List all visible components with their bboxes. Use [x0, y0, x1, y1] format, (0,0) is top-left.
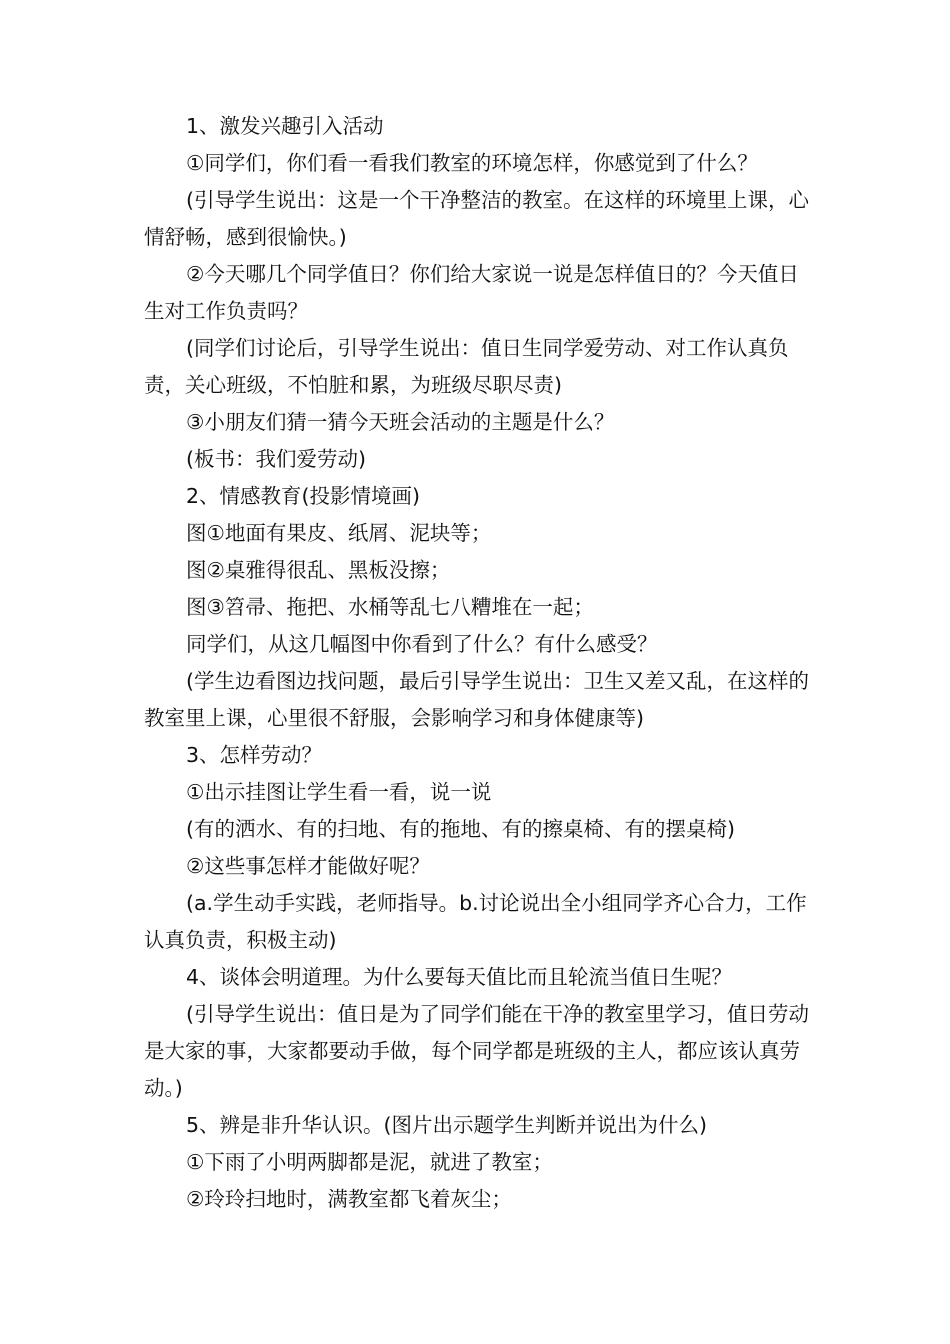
- paragraph-7: (板书：我们爱劳动): [186, 447, 366, 471]
- paragraph-16: (有的洒水、有的扫地、有的拖地、有的擦桌椅、有的摆桌椅): [186, 817, 735, 841]
- paragraph-21: 5、辨是非升华认识。(图片出示题学生判断并说出为什么): [186, 1113, 708, 1137]
- paragraph-13: (学生边看图边找问题，最后引导学生说出：卫生又差又乱，在这样的教室里上课，心里很不舒服，会影响学习和身体健康等): [144, 669, 809, 730]
- paragraph-15: ①出示挂图让学生看一看，说一说: [186, 780, 492, 804]
- paragraph-12: 同学们，从这几幅图中你看到了什么？有什么感受？: [186, 632, 658, 656]
- paragraph-3: (引导学生说出：这是一个干净整洁的教室。在这样的环境里上课，心情舒畅，感到很愉快。): [144, 188, 809, 249]
- paragraph-22: ①下雨了小明两脚都是泥，就进了教室；: [186, 1150, 553, 1174]
- paragraph-19: 4、谈体会明道理。为什么要每天值比而且轮流当值日生呢？: [186, 965, 733, 989]
- paragraph-14: 3、怎样劳动？: [186, 743, 323, 767]
- paragraph-23: ②玲玲扫地时，满教室都飞着灰尘；: [186, 1187, 512, 1211]
- paragraph-10: 图②桌雅得很乱、黑板没擦；: [186, 558, 451, 582]
- paragraph-9: 图①地面有果皮、纸屑、泥块等；: [186, 521, 492, 545]
- paragraph-17: ②这些事怎样才能做好呢？: [186, 854, 430, 878]
- document-body: [144, 108, 814, 1218]
- paragraph-2: ①同学们，你们看一看我们教室的环境怎样，你感觉到了什么？: [186, 151, 758, 175]
- paragraph-20: (引导学生说出：值日是为了同学们能在干净的教室里学习，值日劳动是大家的事，大家都要动手做，每个同学都是班级的主人，都应该认真劳动。): [144, 1002, 809, 1100]
- paragraph-6: ③小朋友们猜一猜今天班会活动的主题是什么？: [186, 410, 615, 434]
- paragraph-18: (a.学生动手实践，老师指导。b.讨论说出全小组同学齐心合力，工作认真负责，积极主动): [144, 891, 807, 952]
- paragraph-1: 1、激发兴趣引入活动: [186, 114, 384, 138]
- paragraph-5: (同学们讨论后，引导学生说出：值日生同学爱劳动、对工作认真负责，关心班级，不怕脏和累，为班级尽职尽责): [144, 336, 789, 397]
- paragraph-11: 图③笤帚、拖把、水桶等乱七八糟堆在一起；: [186, 595, 594, 619]
- paragraph-8: 2、情感教育(投影情境画): [186, 484, 421, 508]
- paragraph-4: ②今天哪几个同学值日？你们给大家说一说是怎样值日的？今天值日生对工作负责吗？: [144, 262, 799, 323]
